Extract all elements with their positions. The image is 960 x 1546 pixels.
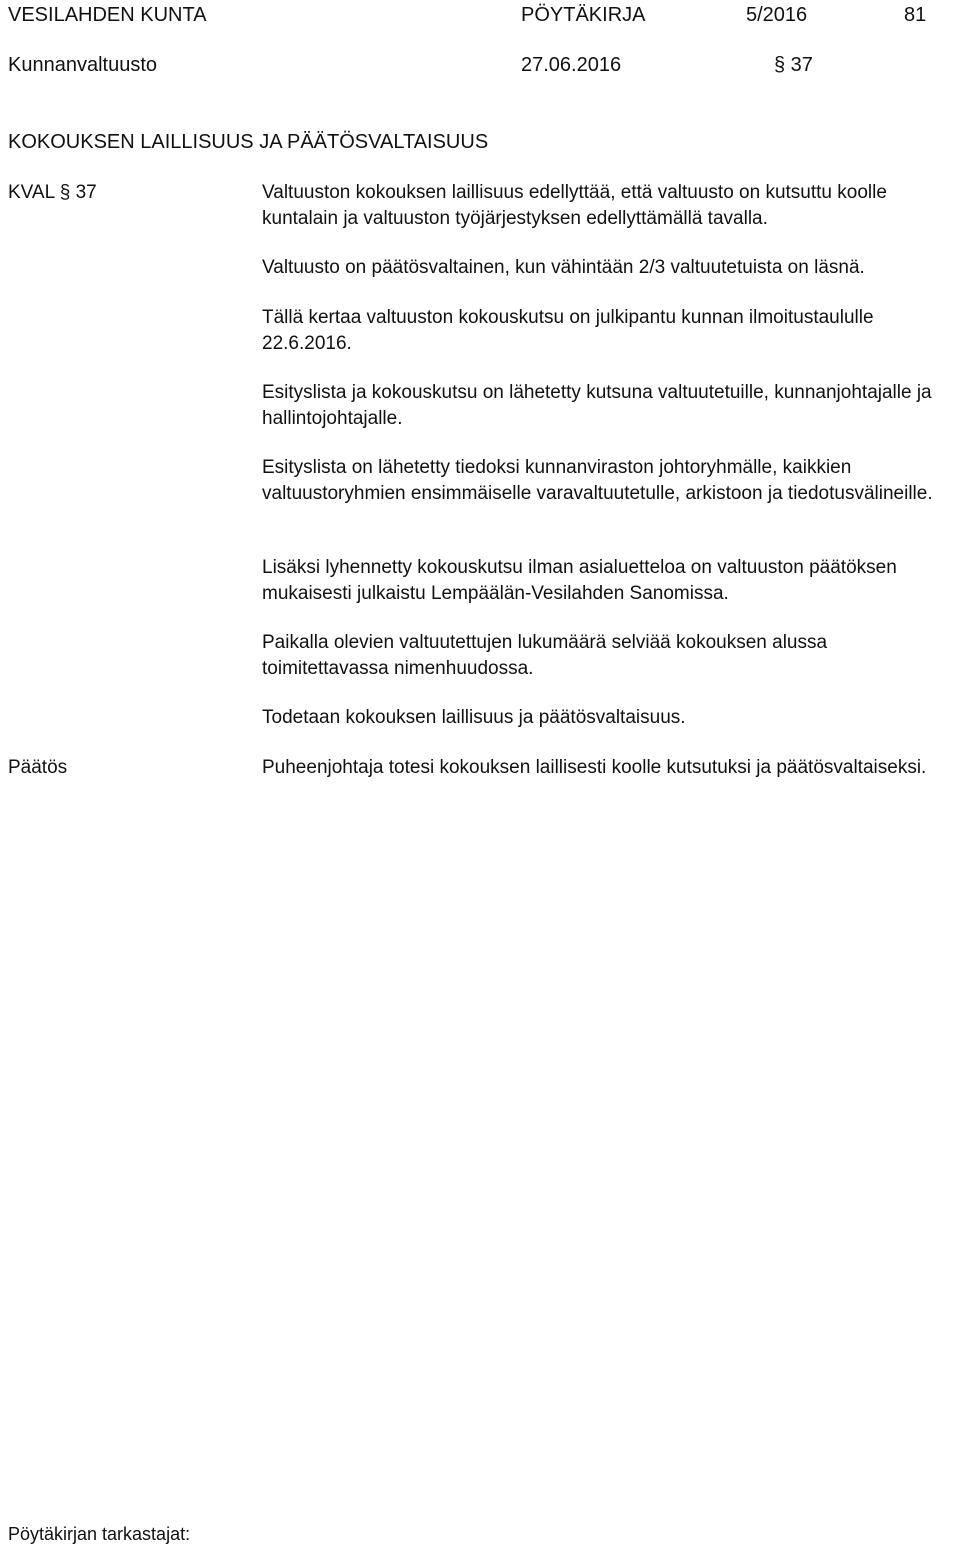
governing-body: Kunnanvaltuusto [8,54,158,76]
paragraph: Paikalla olevien valtuutettujen lukumäärä selviää kokouksen alussa toimitettavassa nimenhuudossa. [262,632,828,679]
section-number: § 37 [774,54,813,76]
item-reference: KVAL § 37 [8,182,97,203]
municipality-name: VESILAHDEN KUNTA [8,4,207,26]
paragraph: Lisäksi lyhennetty kokouskutsu ilman asialuetteloa on valtuuston päätöksen mukaisesti julkaistu Lempäälän-Vesilahden Sanomissa. [262,557,897,604]
decision-text: Puheenjohtaja totesi kokouksen laillisesti koolle kutsutuksi ja päätösvaltaiseksi. [262,757,927,778]
meeting-date: 27.06.2016 [521,54,622,76]
page-number: 81 [904,4,927,26]
reviewers-label: Pöytäkirjan tarkastajat: [8,1524,191,1544]
paragraph: Valtuuston kokouksen laillisuus edellyttää, että valtuusto on kutsuttu koolle kuntalain ja valtuuston työjärjestyksen edellyttämällä tavalla. [262,182,887,229]
document-type: PÖYTÄKIRJA [521,4,646,26]
paragraph: Tällä kertaa valtuuston kokouskutsu on julkipantu kunnan ilmoitustaululle 22.6.2016. [262,307,874,354]
page-title: KOKOUKSEN LAILLISUUS JA PÄÄTÖSVALTAISUUS [8,131,489,153]
paragraph: Esityslista on lähetetty tiedoksi kunnanviraston johtoryhmälle, kaikkien valtuustoryhmien ensimmäiselle varavaltuutetulle, arkistoon ja tiedotusvälineille. [262,457,933,504]
paragraph: Todetaan kokouksen laillisuus ja päätösvaltaisuus. [262,707,686,728]
paragraph: Esityslista ja kokouskutsu on lähetetty kutsuna valtuutetuille, kunnanjohtajalle ja hallintojohtajalle. [262,382,932,429]
document-number: 5/2016 [746,4,808,26]
paragraph: Valtuusto on päätösvaltainen, kun vähintään 2/3 valtuutetuista on läsnä. [262,257,865,278]
decision-label: Päätös [8,757,68,778]
